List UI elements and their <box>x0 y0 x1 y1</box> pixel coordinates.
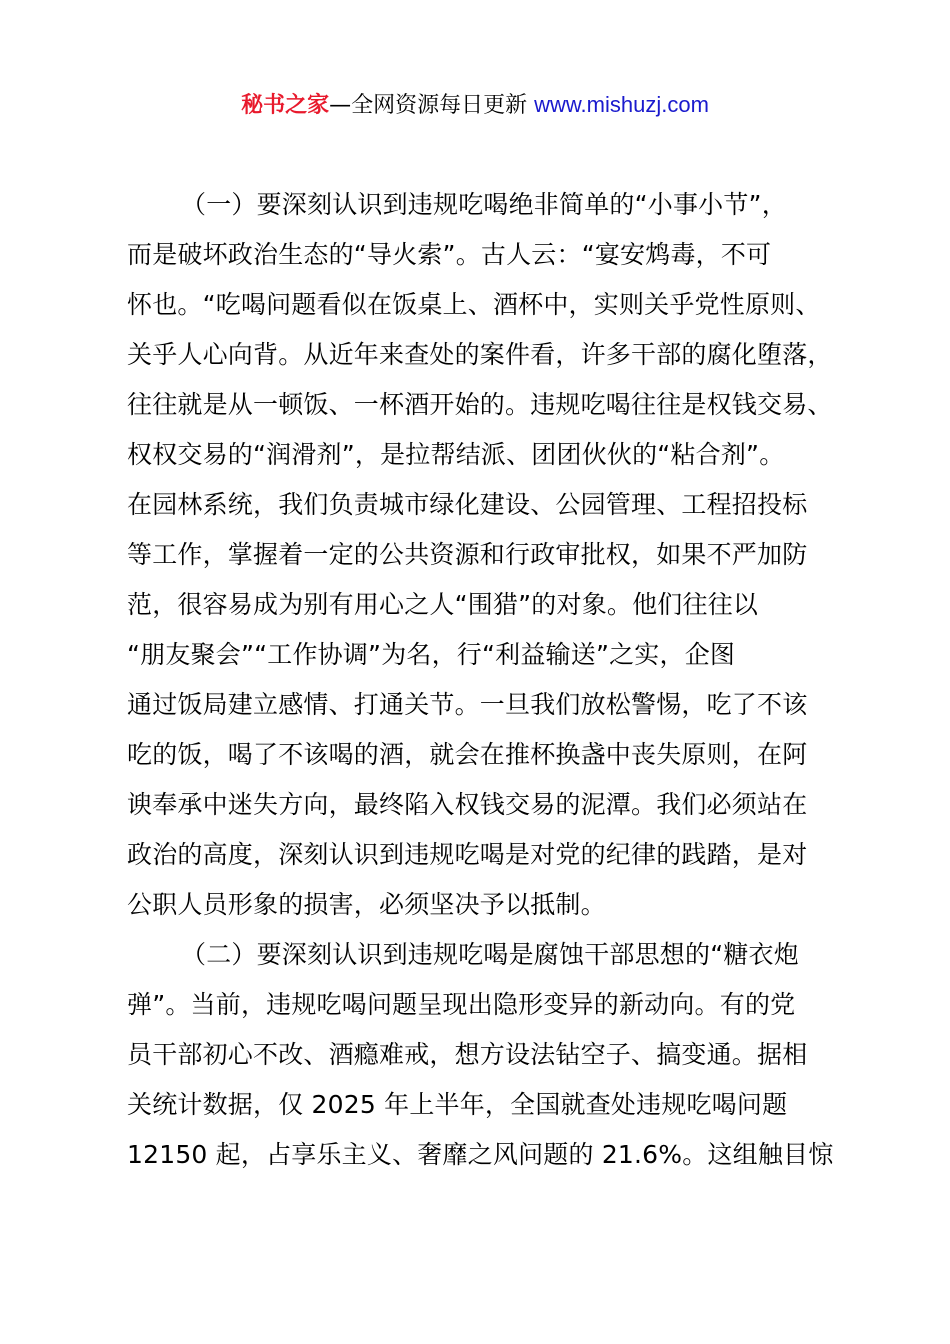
paragraph-2 <box>127 930 839 1180</box>
site-url[interactable]: www.mishuzj.com <box>534 92 709 117</box>
text-line: 在园林系统，我们负责城市绿化建设、公园管理、工程招投标 <box>127 490 808 519</box>
text-line: 关统计数据，仅 2025 年上半年，全国就查处违规吃喝问题 <box>127 1090 788 1119</box>
brand-name: 秘书之家 <box>241 93 330 118</box>
text-line: 等工作，掌握着一定的公共资源和行政审批权，如果不严加防 <box>127 540 808 569</box>
text-line: 权权交易的“润滑剂”，是拉帮结派、团团伙伙的“粘合剂”。 <box>127 440 785 469</box>
text-line: 员干部初心不改、酒瘾难戒，想方设法钻空子、搞变通。据相 <box>127 1040 808 1069</box>
text-line: “朋友聚会”“工作协调”为名，行“利益输送”之实，企图 <box>127 640 736 669</box>
header-slogan: —全网资源每日更新 <box>329 93 528 118</box>
text-line: 弹”。当前，违规吃喝问题呈现出隐形变异的新动向。有的党 <box>127 990 796 1019</box>
text-line: 谀奉承中迷失方向，最终陷入权钱交易的泥潭。我们必须站在 <box>127 790 808 819</box>
document-body <box>127 180 839 1180</box>
text-line: 吃的饭，喝了不该喝的酒，就会在推杯换盏中丧失原则，在阿 <box>127 740 808 769</box>
text-line: 怀也。“吃喝问题看似在饭桌上、酒杯中，实则关乎党性原则、 <box>127 290 821 319</box>
text-line: （二）要深刻认识到违规吃喝是腐蚀干部思想的“糖衣炮 <box>181 940 799 969</box>
text-line: 范，很容易成为别有用心之人“围猎”的对象。他们往往以 <box>127 590 759 619</box>
text-line: 关乎人心向背。从近年来查处的案件看，许多干部的腐化堕落， <box>127 340 833 369</box>
text-line: 而是破坏政治生态的“导火索”。古人云：“宴安鸩毒，不可 <box>127 240 772 269</box>
paragraph-1 <box>127 180 839 930</box>
text-line: 通过饭局建立感情、打通关节。一旦我们放松警惕，吃了不该 <box>127 690 808 719</box>
text-line: 公职人员形象的损害，必须坚决予以抵制。 <box>127 890 606 919</box>
site-header <box>0 88 950 123</box>
text-line: 政治的高度，深刻认识到违规吃喝是对党的纪律的践踏，是对 <box>127 840 808 869</box>
text-line: 往往就是从一顿饭、一杯酒开始的。违规吃喝往往是权钱交易、 <box>127 390 833 419</box>
text-line: 12150 起，占享乐主义、奢靡之风问题的 21.6%。这组触目惊 <box>127 1140 834 1169</box>
text-line: （一）要深刻认识到违规吃喝绝非简单的“小事小节”， <box>181 190 787 219</box>
